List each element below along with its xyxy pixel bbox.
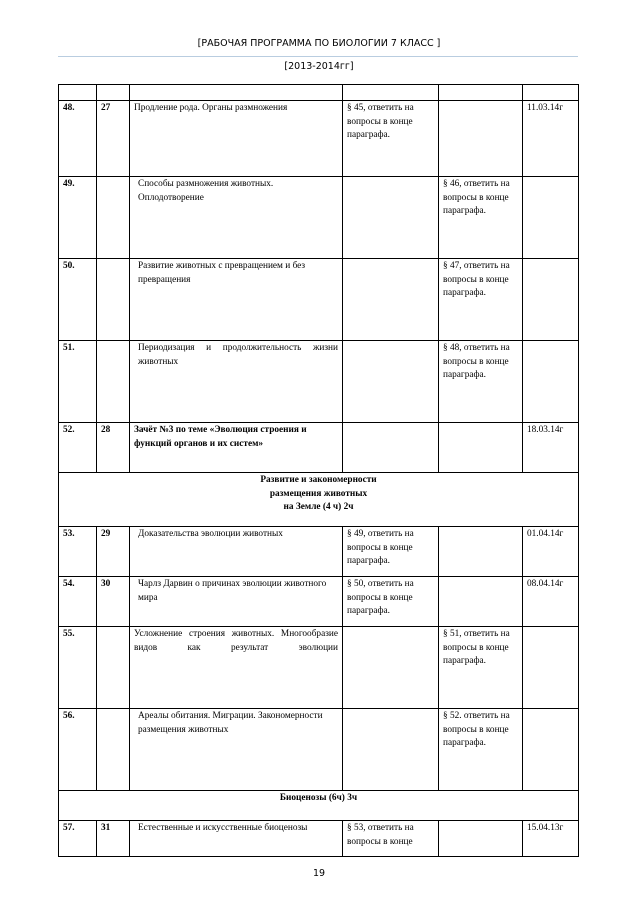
row-number: 53. — [59, 527, 97, 577]
lesson-topic: Развитие животных с превращением и без превращения — [130, 259, 343, 341]
header-cell — [59, 85, 97, 101]
lesson-date: 11.03.14г — [523, 101, 579, 177]
section-heading-row — [59, 791, 579, 821]
homework-alt — [439, 527, 523, 577]
homework: § 49, ответить на вопросы в конце параграфа. — [343, 527, 439, 577]
homework-alt — [439, 423, 523, 473]
lesson-plan-table — [58, 84, 579, 857]
table-row — [59, 577, 579, 627]
page-header-title: [РАБОЧАЯ ПРОГРАММА ПО БИОЛОГИИ 7 КЛАСС ] — [197, 38, 441, 49]
lesson-topic: Способы размножения животных. Оплодотворение — [130, 177, 343, 259]
section-heading-line: на Земле (4 ч) 2ч — [283, 502, 354, 513]
header-divider — [58, 56, 578, 57]
row-number: 49. — [59, 177, 97, 259]
section-heading-row — [59, 473, 579, 527]
homework-alt — [439, 821, 523, 857]
lesson-topic: Усложнение строения животных. Многообразие видов как результат эволюции — [130, 627, 343, 709]
homework-alt — [439, 101, 523, 177]
section-heading-line: Биоценозы (6ч) 3ч — [279, 793, 358, 803]
homework: § 50, ответить на вопросы в конце параграфа. — [343, 577, 439, 627]
row-number: 57. — [59, 821, 97, 857]
row-number: 55. — [59, 627, 97, 709]
table-header-row — [59, 85, 579, 101]
page-header-years: [2013-2014гг] — [284, 61, 354, 72]
homework — [343, 709, 439, 791]
row-number: 54. — [59, 577, 97, 627]
table-row — [59, 101, 579, 177]
section-heading-line: размещения животных — [269, 488, 368, 499]
homework-alt — [439, 577, 523, 627]
homework-alt: § 48, ответить на вопросы в конце параграфа. — [439, 341, 523, 423]
lesson-number — [97, 341, 130, 423]
lesson-date — [523, 341, 579, 423]
lesson-topic: Продление рода. Органы размножения — [130, 101, 343, 177]
section-heading — [59, 473, 579, 527]
lesson-topic: Доказательства эволюции животных — [130, 527, 343, 577]
table-row — [59, 341, 579, 423]
lesson-topic: Чарлз Дарвин о причинах эволюции животного мира — [130, 577, 343, 627]
lesson-date: 18.03.14г — [523, 423, 579, 473]
header-cell — [439, 85, 523, 101]
homework-alt: § 51, ответить на вопросы в конце параграфа. — [439, 627, 523, 709]
row-number: 52. — [59, 423, 97, 473]
homework — [343, 627, 439, 709]
table-row — [59, 709, 579, 791]
homework — [343, 341, 439, 423]
section-heading — [59, 791, 579, 821]
homework: § 45, ответить на вопросы в конце параграфа. — [343, 101, 439, 177]
homework — [343, 259, 439, 341]
lesson-date: 01.04.14г — [523, 527, 579, 577]
lesson-date: 15.04.13г — [523, 821, 579, 857]
table-row — [59, 177, 579, 259]
header-cell — [343, 85, 439, 101]
header-cell — [97, 85, 130, 101]
lesson-number — [97, 709, 130, 791]
lesson-topic: Ареалы обитания. Миграции. Закономерности размещения животных — [130, 709, 343, 791]
lesson-number: 28 — [97, 423, 130, 473]
table-row — [59, 821, 579, 857]
homework-alt: § 52. ответить на вопросы в конце параграфа. — [439, 709, 523, 791]
table-row — [59, 423, 579, 473]
table-row — [59, 527, 579, 577]
section-heading-line: Развитие и закономерности — [260, 475, 377, 485]
lesson-date: 08.04.14г — [523, 577, 579, 627]
homework — [343, 177, 439, 259]
lesson-date — [523, 709, 579, 791]
lesson-date — [523, 177, 579, 259]
homework-alt: § 46, ответить на вопросы в конце параграфа. — [439, 177, 523, 259]
lesson-topic: Зачёт №3 по теме «Эволюция строения и функций органов и их систем» — [130, 423, 343, 473]
lesson-topic: Периодизация и продолжительность жизни животных — [130, 341, 343, 423]
lesson-number — [97, 177, 130, 259]
table-row — [59, 627, 579, 709]
lesson-number — [97, 627, 130, 709]
homework-alt: § 47, ответить на вопросы в конце параграфа. — [439, 259, 523, 341]
lesson-number: 31 — [97, 821, 130, 857]
homework — [343, 423, 439, 473]
row-number: 50. — [59, 259, 97, 341]
row-number: 56. — [59, 709, 97, 791]
header-cell — [523, 85, 579, 101]
row-number: 48. — [59, 101, 97, 177]
lesson-number: 27 — [97, 101, 130, 177]
lesson-number — [97, 259, 130, 341]
lesson-number: 29 — [97, 527, 130, 577]
lesson-topic: Естественные и искусственные биоценозы — [130, 821, 343, 857]
lesson-number: 30 — [97, 577, 130, 627]
homework: § 53, ответить на вопросы в конце — [343, 821, 439, 857]
row-number: 51. — [59, 341, 97, 423]
page-number: 19 — [312, 868, 326, 879]
table-row — [59, 259, 579, 341]
lesson-date — [523, 259, 579, 341]
header-cell — [130, 85, 343, 101]
lesson-date — [523, 627, 579, 709]
